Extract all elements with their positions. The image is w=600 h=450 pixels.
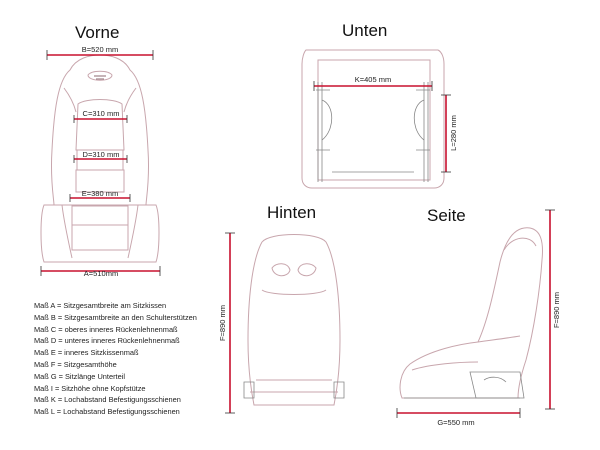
legend-item-f: Maß F = Sitzgesamthöhe (34, 359, 117, 369)
dimension-a (41, 266, 160, 278)
dimension-f-back-label: F=890 mm (218, 304, 227, 342)
side-view-title: Seite (427, 206, 466, 225)
dimension-b-label: B=520 mm (81, 45, 119, 54)
dimension-k-label: K=405 mm (354, 75, 392, 84)
legend-item-a: Maß A = Sitzgesamtbreite am Sitzkissen (34, 301, 167, 310)
legend-item-l: Maß L = Lochabstand Befestigungsschienen (34, 407, 180, 417)
back-view-title: Hinten (267, 203, 317, 222)
dimension-g-label: G=550 mm (437, 418, 475, 427)
dimension-e (70, 189, 130, 202)
dimension-f-side-label: F=890 mm (552, 291, 561, 329)
dimension-f-side (545, 210, 561, 409)
dimension-a-label: A=510mm (83, 269, 119, 278)
dimension-g (397, 408, 520, 427)
back-view-seat-drawing (244, 235, 344, 406)
dimension-legend (34, 300, 234, 418)
dimension-e-label: E=380 mm (81, 189, 119, 198)
legend-item-b: Maß B = Sitzgesamtbreite an den Schulterstützen (34, 312, 197, 322)
dimension-c (74, 109, 127, 123)
legend-item-c: Maß C = oberes inneres Rückenlehnenmaß (34, 324, 178, 334)
legend-item-k: Maß K = Lochabstand Befestigungsschienen (34, 395, 181, 405)
legend-item-d: Maß D = unteres inneres Rückenlehnenmaß (34, 336, 180, 346)
legend-item-g: Maß G = Sitzlänge Unterteil (34, 371, 125, 381)
dimension-d (74, 150, 127, 163)
legend-item-i: Maß I = Sitzhöhe ohne Kopfstütze (34, 383, 146, 393)
side-view-seat-drawing (400, 228, 542, 398)
dimension-l-label: L=280 mm (449, 115, 458, 151)
front-view-title: Vorne (75, 23, 120, 42)
dimension-c-label: C=310 mm (82, 109, 120, 118)
bottom-view-title: Unten (342, 21, 388, 40)
bottom-view-seat-drawing (302, 50, 444, 188)
dimension-d-label: D=310 mm (82, 150, 120, 159)
dimension-b (47, 45, 153, 60)
dimension-k (314, 75, 432, 91)
legend-item-e: Maß E = inneres Sitzkissenmaß (34, 348, 139, 358)
